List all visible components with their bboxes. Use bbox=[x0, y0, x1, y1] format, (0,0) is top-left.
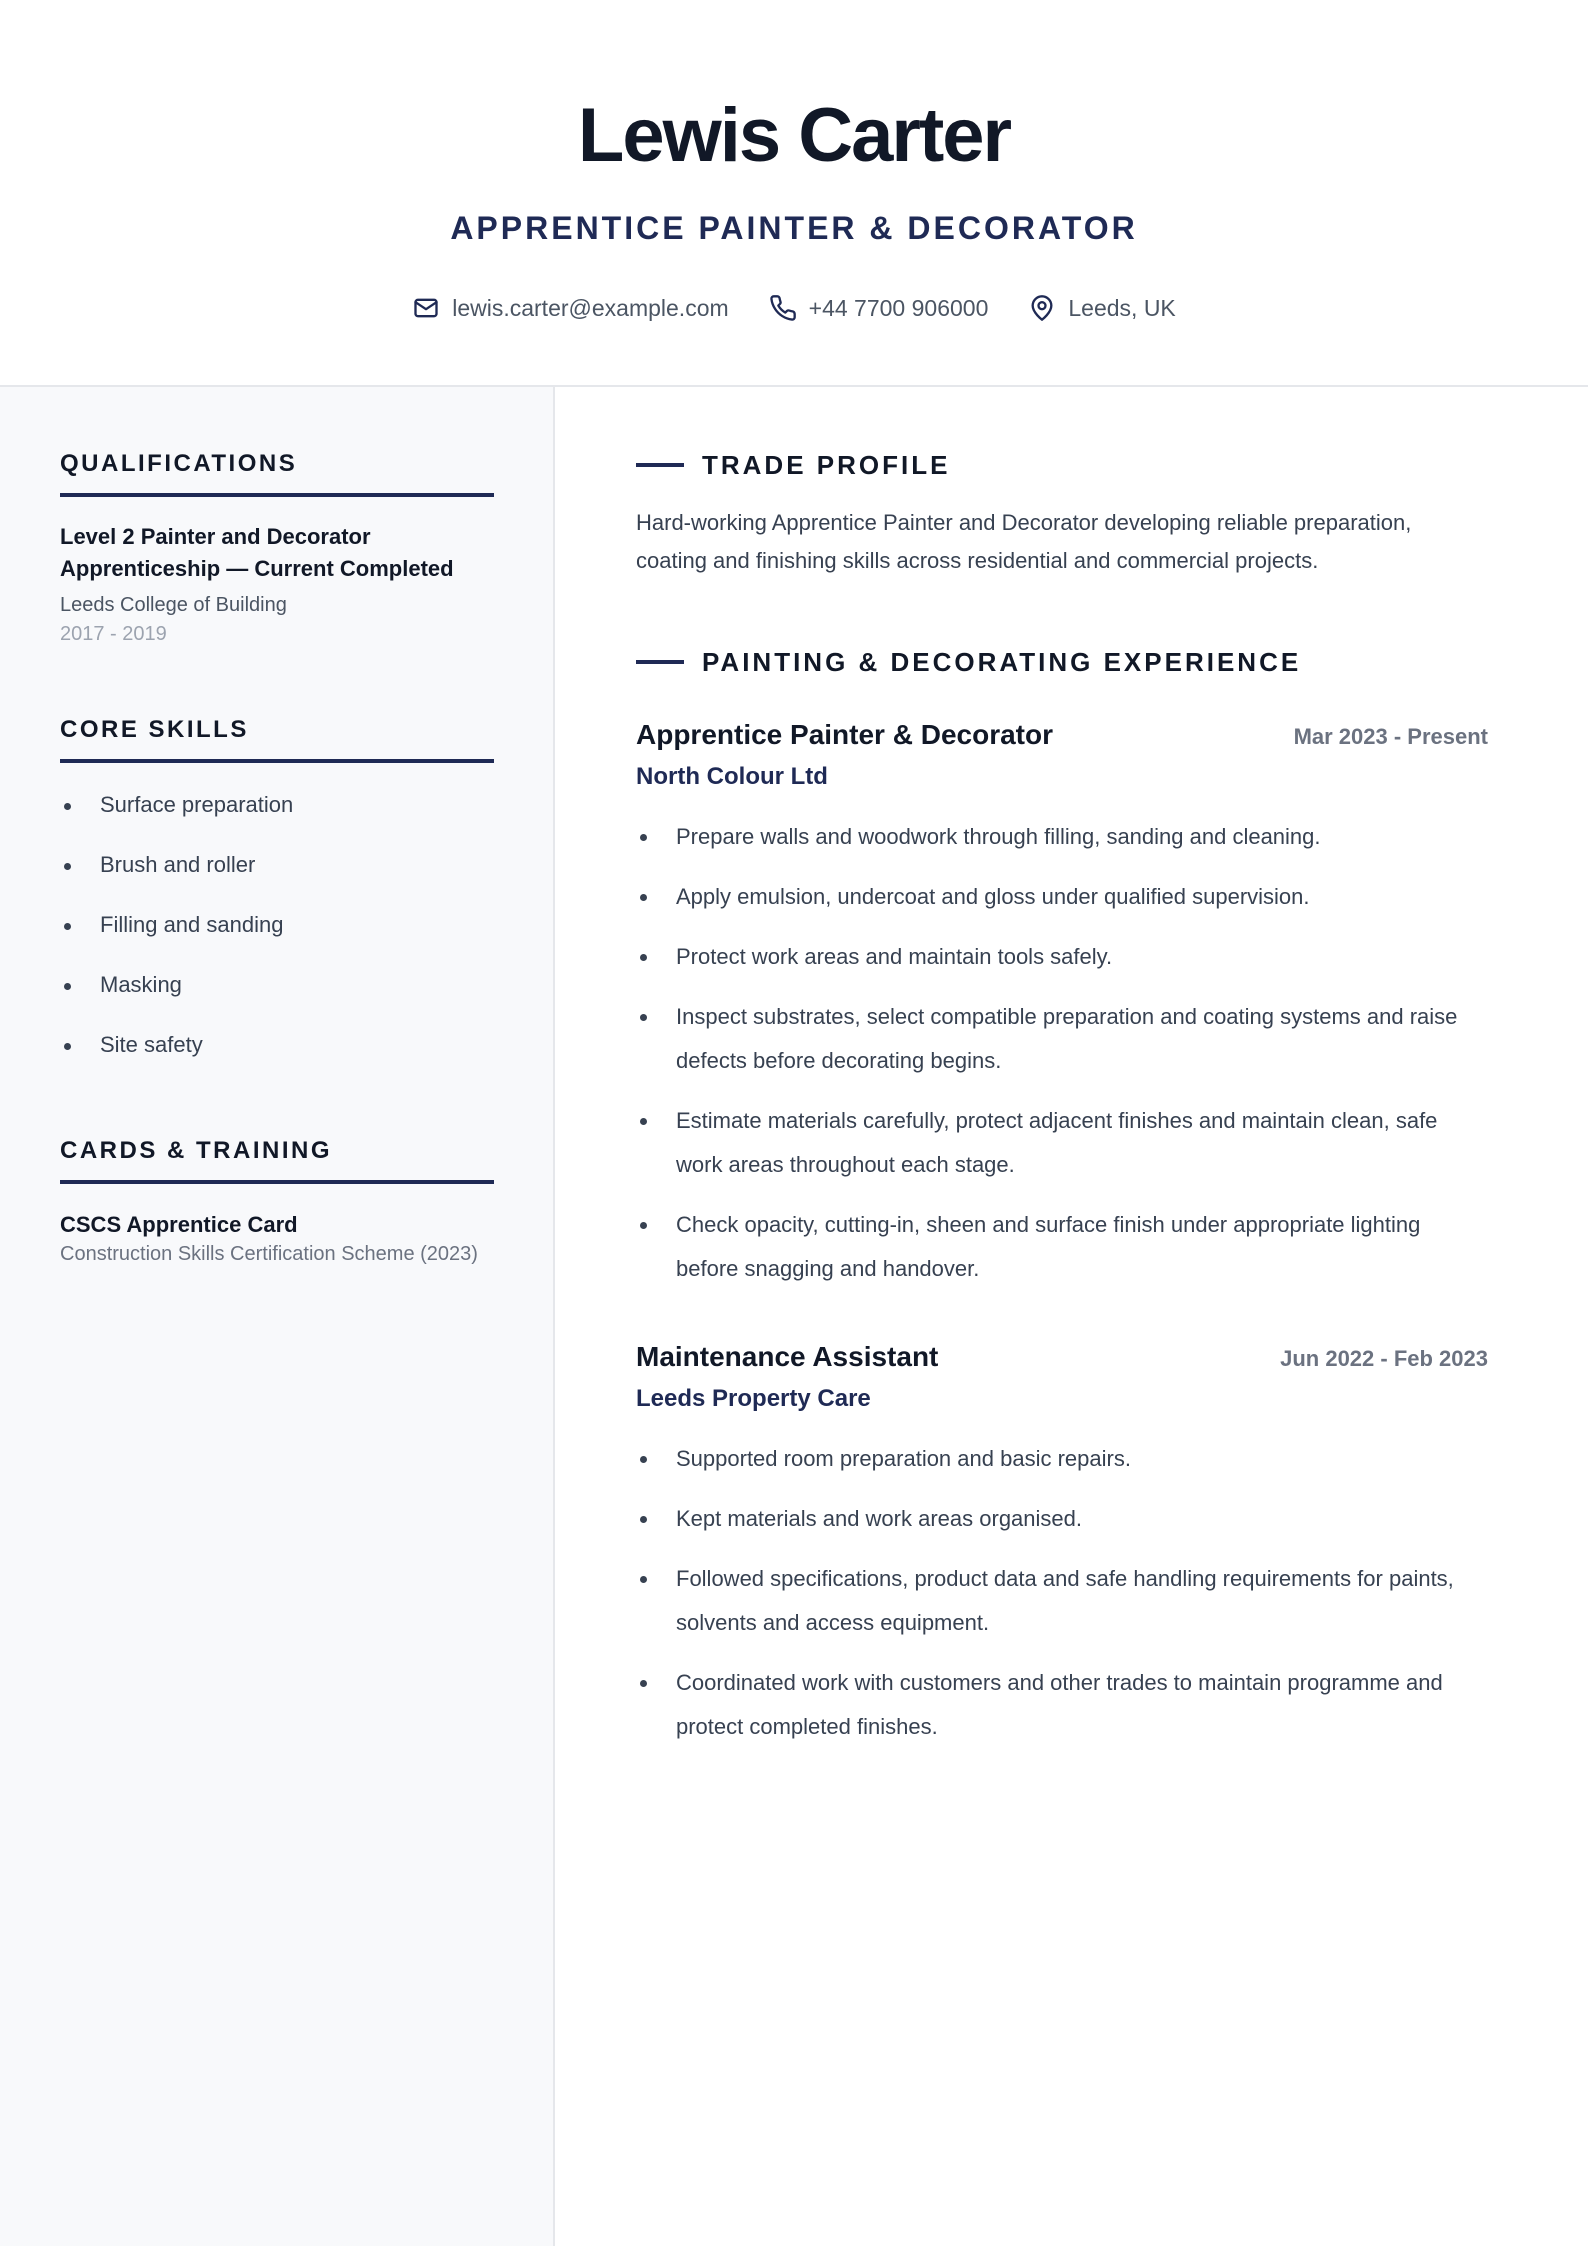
resume-header bbox=[0, 0, 1588, 387]
job-bullet: Check opacity, cutting-in, sheen and surface finish under appropriate lighting before snagging and handover. bbox=[636, 1203, 1488, 1291]
trade-profile-heading bbox=[636, 448, 1488, 482]
core-skills-section bbox=[60, 715, 494, 1085]
job-dates: Jun 2022 - Feb 2023 bbox=[1280, 1346, 1488, 1371]
location-icon bbox=[1028, 294, 1056, 322]
job-dates: Mar 2023 - Present bbox=[1293, 724, 1488, 749]
job-header bbox=[636, 1339, 1488, 1375]
heading-accent-bar bbox=[636, 660, 684, 664]
skill-item: Site safety bbox=[60, 1025, 494, 1085]
cards-training-section bbox=[60, 1136, 494, 1269]
skill-item: Brush and roller bbox=[60, 845, 494, 905]
job-bullet: Supported room preparation and basic repairs. bbox=[636, 1437, 1488, 1481]
job-company: North Colour Ltd bbox=[636, 763, 828, 790]
candidate-name: Lewis Carter bbox=[577, 93, 1011, 178]
job-header bbox=[636, 717, 1488, 753]
sidebar bbox=[0, 387, 555, 2246]
heading-accent-bar bbox=[636, 463, 684, 467]
job-role: Apprentice Painter & Decorator bbox=[636, 719, 1053, 750]
job-company: Leeds Property Care bbox=[636, 1385, 871, 1412]
trade-profile-text: Hard-working Apprentice Painter and Decorator developing reliable preparation, coating and finishing skills across residential and commercial projects. bbox=[636, 510, 1412, 573]
job-entry bbox=[636, 1339, 1488, 1765]
job-bullets bbox=[636, 815, 1488, 1291]
qualification-title: Level 2 Painter and Decorator Apprenticeship — Current Completed bbox=[60, 524, 454, 581]
job-bullet: Followed specifications, product data and safe handling requirements for paints, solvents and access equipment. bbox=[636, 1557, 1488, 1645]
core-skills-heading: CORE SKILLS bbox=[60, 715, 494, 763]
main-content bbox=[555, 387, 1588, 2246]
trade-profile-section bbox=[636, 448, 1488, 580]
qualifications-heading: QUALIFICATIONS bbox=[60, 449, 494, 497]
skill-item: Masking bbox=[60, 965, 494, 1025]
qualifications-section bbox=[60, 449, 494, 649]
card-title: CSCS Apprentice Card bbox=[60, 1212, 298, 1237]
card-org: Construction Skills Certification Scheme (2023) bbox=[60, 1243, 478, 1265]
contact-phone-text: +44 7700 906000 bbox=[808, 294, 989, 321]
contact-email[interactable] bbox=[412, 294, 728, 322]
mail-icon bbox=[412, 294, 440, 322]
contact-email-text: lewis.carter@example.com bbox=[452, 294, 729, 321]
job-bullet: Prepare walls and woodwork through filling, sanding and cleaning. bbox=[636, 815, 1488, 859]
experience-section bbox=[636, 645, 1488, 679]
job-bullet: Inspect substrates, select compatible preparation and coating systems and raise defects before decorating begins. bbox=[636, 995, 1488, 1083]
skill-item: Surface preparation bbox=[60, 785, 494, 845]
job-bullet: Protect work areas and maintain tools safely. bbox=[636, 935, 1488, 979]
job-entry bbox=[636, 717, 1488, 1307]
contact-location-text: Leeds, UK bbox=[1068, 294, 1176, 321]
contact-phone[interactable] bbox=[769, 294, 989, 322]
experience-heading-text: PAINTING & DECORATING EXPERIENCE bbox=[702, 647, 1302, 677]
qualification-school: Leeds College of Building bbox=[60, 594, 287, 616]
job-role: Maintenance Assistant bbox=[636, 1341, 939, 1372]
skills-list bbox=[60, 785, 494, 1085]
experience-heading bbox=[636, 645, 1488, 679]
contact-location bbox=[1028, 294, 1175, 322]
job-title: APPRENTICE PAINTER & DECORATOR bbox=[450, 210, 1138, 246]
contact-bar bbox=[0, 290, 1588, 326]
trade-profile-heading-text: TRADE PROFILE bbox=[702, 450, 951, 480]
job-bullet: Estimate materials carefully, protect adjacent finishes and maintain clean, safe work areas throughout each stage. bbox=[636, 1099, 1488, 1187]
job-bullet: Coordinated work with customers and other trades to maintain programme and protect completed finishes. bbox=[636, 1661, 1488, 1749]
cards-training-heading: CARDS & TRAINING bbox=[60, 1136, 494, 1184]
phone-icon bbox=[769, 294, 797, 322]
job-bullets bbox=[636, 1437, 1488, 1749]
qualification-years: 2017 - 2019 bbox=[60, 623, 167, 645]
skill-item: Filling and sanding bbox=[60, 905, 494, 965]
job-bullet: Apply emulsion, undercoat and gloss under qualified supervision. bbox=[636, 875, 1488, 919]
job-bullet: Kept materials and work areas organised. bbox=[636, 1497, 1488, 1541]
